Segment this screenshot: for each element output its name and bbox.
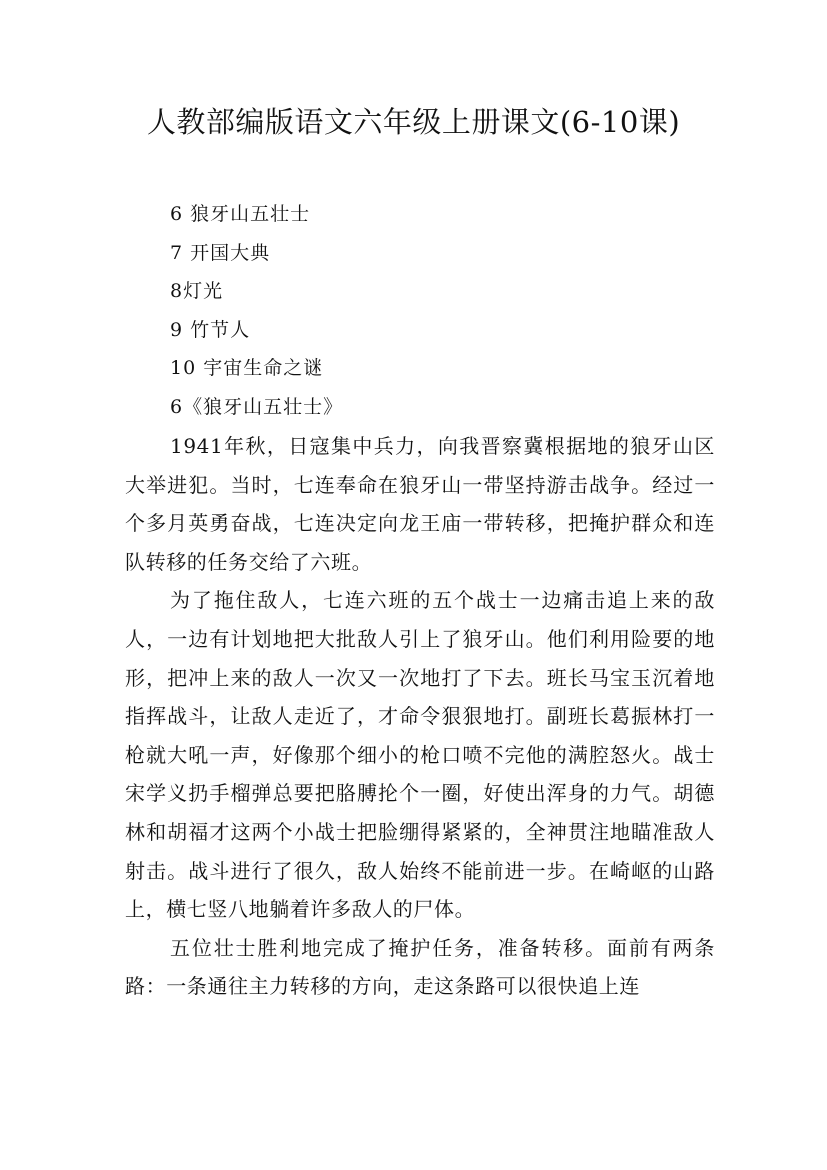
toc-item: 6 狼牙山五壮士 — [170, 203, 311, 225]
toc-item: 7 开国大典 — [170, 241, 271, 264]
toc-item: 10 宇宙生命之谜 — [170, 357, 324, 380]
table-of-contents — [170, 195, 343, 427]
paragraph: 为了拖住敌人，七连六班的五个战士一边痛击追上来的敌人，一边有计划地把大批敌人引上了狼牙山。他们利用险要的地形，把冲上来的敌人一次又一次地打了下去。班长马宝玉沉着地指挥战斗，让敌人走近了，才命令狠狠地打。副班长葛振林打一枪就大吼一声，好像那个细小的枪口喷不完他的满腔怒火。战士宋学义扔手榴弹总要把胳膊抡个一圈，好使出浑身的力气。胡德林和胡福才这两个小战士把脸绷得紧紧的，全神贯注地瞄准敌人射击。战斗进行了很久，敌人始终不能前进一步。在崎岖的山路上，横七竖八地躺着许多敌人的尸体。 — [125, 588, 715, 922]
body-text — [125, 427, 715, 1006]
toc-item: 8灯光 — [170, 280, 224, 303]
section-heading: 6《狼牙山五壮士》 — [170, 395, 344, 418]
toc-item: 9 竹节人 — [170, 318, 251, 341]
paragraph: 五位壮士胜利地完成了掩护任务，准备转移。面前有两条路：一条通往主力转移的方向，走这条路可以很快追上连 — [125, 935, 715, 999]
paragraph: 1941年秋，日寇集中兵力，向我晋察冀根据地的狼牙山区大举进犯。当时，七连奉命在狼牙山一带坚持游击战争。经过一个多月英勇奋战，七连决定向龙王庙一带转移，把掩护群众和连队转移的任务交给了六班。 — [125, 434, 715, 574]
document-title: 人教部编版语文六年级上册课文(6-10课) — [146, 105, 681, 139]
